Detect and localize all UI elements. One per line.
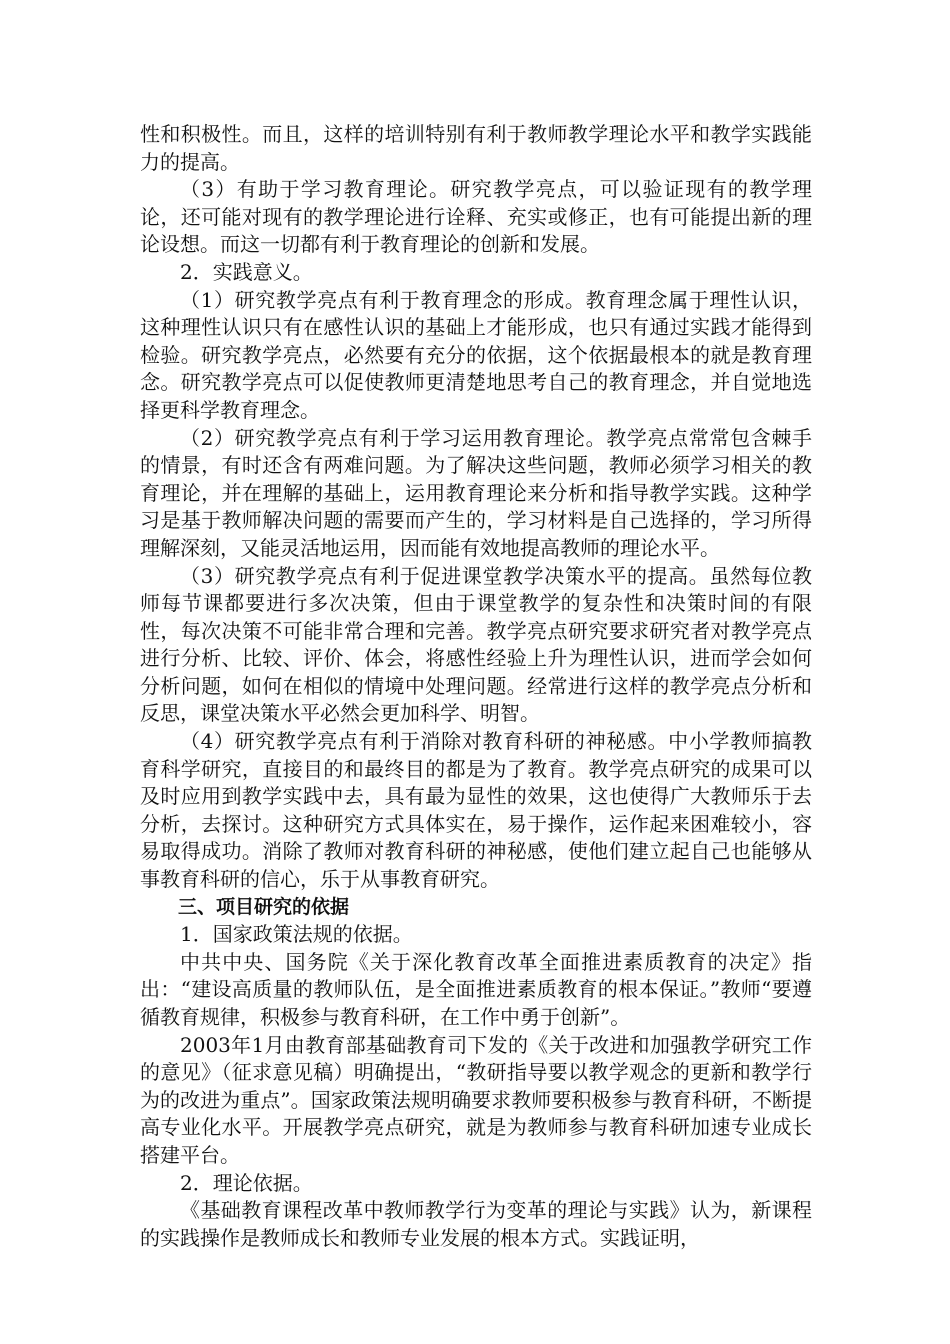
paragraph-policy-decision: 中共中央、国务院《关于深化教育改革全面推进素质教育的决定》指出：“建设高质量的教师队伍，是全面推进素质教育的根本保证。”教师“要遵循教育规律，积极参与教育科研，在工作中勇于创新”。 [140, 949, 812, 1029]
paragraph-policy-2003: 2003年1月由教育部基础教育司下发的《关于改进和加强教学研究工作的意见》（征求意见稿）明确提出，“教研指导要以教学观念的更新和教学行为的改进为重点”。国家政策法规明确要求教师要积极参与教育科研，不断提高专业化水平。开展教学亮点研究，就是为教师参与教育科研加速专业成长搭建平台。 [140, 1032, 812, 1167]
document-body [140, 121, 812, 1252]
section-heading-research-basis: 三、项目研究的依据 [178, 895, 350, 918]
paragraph-practice-2: （2）研究教学亮点有利于学习运用教育理论。教学亮点常常包含棘手的情景，有时还含有两难问题。为了解决这些问题，教师必须学习相关的教育理论，并在理解的基础上，运用教育理论来分析和指导教学实践。这种学习是基于教师解决问题的需要而产生的，学习材料是自己选择的，学习所得理解深刻，又能灵活地运用，因而能有效地提高教师的理论水平。 [140, 425, 812, 560]
paragraph-practice-1: （1）研究教学亮点有利于教育理念的形成。教育理念属于理性认识，这种理性认识只有在感性认识的基础上才能形成，也只有通过实践才能得到检验。研究教学亮点，必然要有充分的依据，这个依据最根本的就是教育理念。研究教学亮点可以促使教师更清楚地思考自己的教育理念，并自觉地选择更科学教育理念。 [140, 287, 812, 422]
paragraph-continuation: 性和积极性。而且，这样的培训特别有利于教师教学理论水平和教学实践能力的提高。 [140, 122, 812, 174]
paragraph-theory-learning: （3）有助于学习教育理论。研究教学亮点，可以验证现有的教学理论，还可能对现有的教学理论进行诠释、充实或修正，也有可能提出新的理论设想。而这一切都有利于教育理论的创新和发展。 [140, 177, 812, 257]
paragraph-practice-4: （4）研究教学亮点有利于消除对教育科研的神秘感。中小学教师搞教育科学研究，直接目的和最终目的都是为了教育。教学亮点研究的成果可以及时应用到教学实践中去，具有最为显性的效果，这也使得广大教师乐于去分析，去探讨。这种研究方式具体实在，易于操作，运作起来困难较小，容易取得成功。消除了教师对教育科研的神秘感，使他们建立起自己也能够从事教育科研的信心，乐于从事教育研究。 [140, 729, 812, 892]
paragraph-theory-basis: 《基础教育课程改革中教师教学行为变革的理论与实践》认为，新课程的实践操作是教师成长和教师专业发展的根本方式。实践证明， [140, 1198, 812, 1250]
paragraph-practice-3: （3）研究教学亮点有利于促进课堂教学决策水平的提高。虽然每位教师每节课都要进行多次决策，但由于课堂教学的复杂性和决策时间的有限性，每次决策不可能非常合理和完善。教学亮点研究要求研究者对教学亮点进行分析、比较、评价、体会，将感性经验上升为理性认识，进而学会如何分析问题，如何在相似的情境中处理问题。经常进行这样的教学亮点分析和反思，课堂决策水平必然会更加科学、明智。 [140, 563, 812, 726]
subheading-policy-basis: 1．国家政策法规的依据。 [180, 922, 413, 947]
section-heading-practical-significance: 2．实践意义。 [180, 259, 313, 284]
subheading-theory-basis: 2．理论依据。 [180, 1170, 313, 1195]
